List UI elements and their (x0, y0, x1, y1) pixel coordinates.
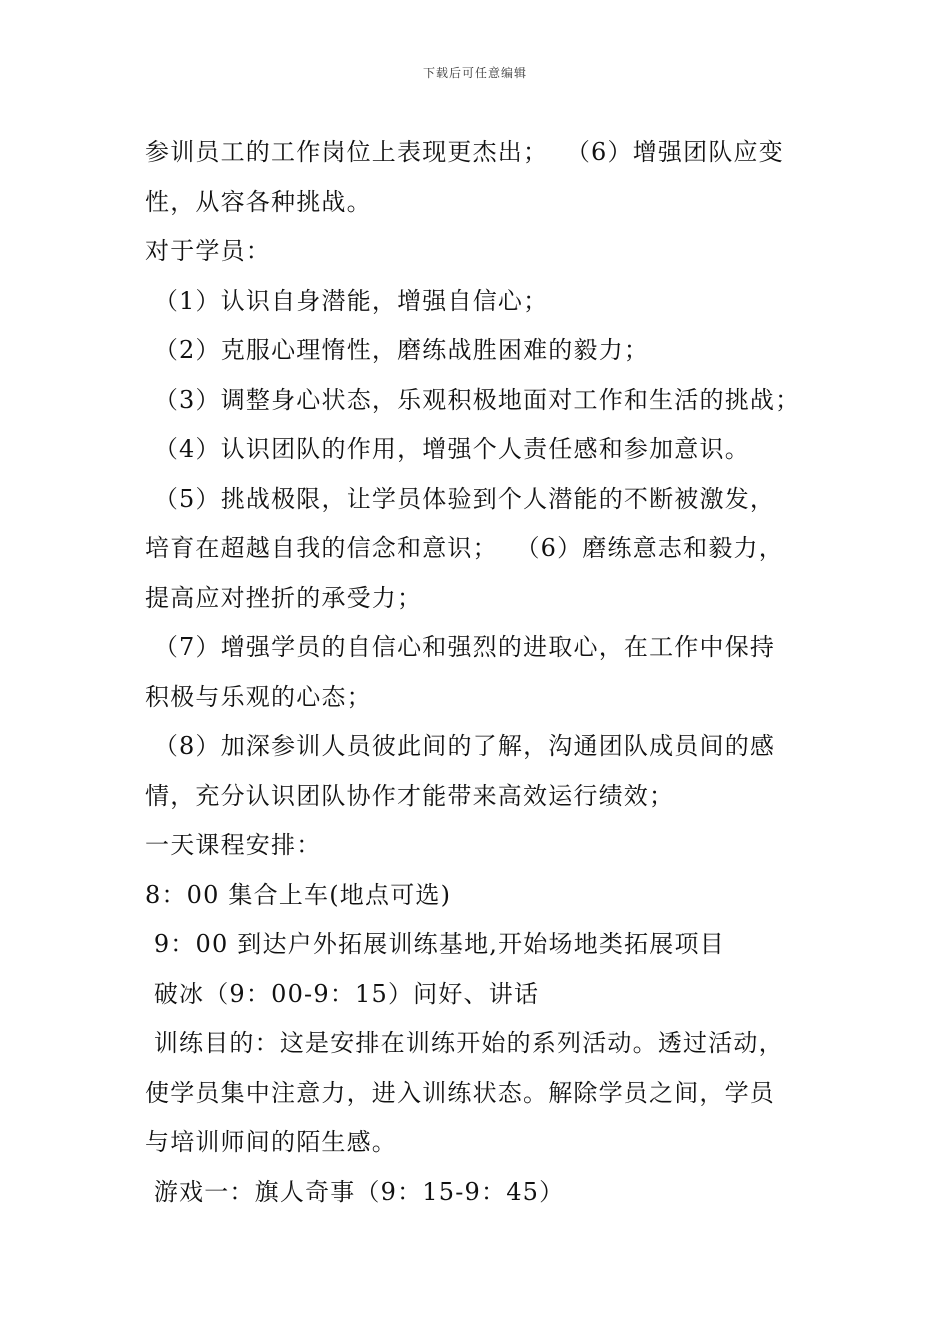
schedule-item: 9：00 到达户外拓展训练基地,开始场地类拓展项目 (145, 930, 725, 958)
document-body (145, 128, 825, 1217)
text-line: 培育在超越自我的信念和意识； （6）磨练意志和毅力， (145, 534, 784, 562)
list-item: （2）克服心理惰性，磨练战胜困难的毅力； (145, 336, 650, 364)
text-line: 性，从容各种挑战。 (145, 187, 372, 216)
list-item: （5）挑战极限，让学员体验到个人潜能的不断被激发， (145, 484, 776, 513)
schedule-item: 游戏一：旗人奇事（9：15-9：45） (145, 1177, 565, 1206)
schedule-item: 破冰（9：00-9：15）问好、讲话 (145, 979, 540, 1008)
text-line: 使学员集中注意力，进入训练状态。解除学员之间，学员 (145, 1078, 775, 1107)
text-line: 情，充分认识团队协作才能带来高效运行绩效； (145, 781, 675, 810)
list-item: （1）认识自身潜能，增强自信心； (145, 286, 549, 315)
section-heading: 一天课程安排： (145, 831, 322, 859)
text-line: 与培训师间的陌生感。 (145, 1128, 397, 1156)
list-item: （4）认识团队的作用，增强个人责任感和参加意识。 (145, 435, 750, 463)
list-item: （7）增强学员的自信心和强烈的进取心，在工作中保持 (145, 633, 776, 661)
text-line: 提高应对挫折的承受力； (145, 583, 423, 612)
list-item: （3）调整身心状态，乐观积极地面对工作和生活的挑战； (145, 385, 801, 414)
text-line: 训练目的：这是安排在训练开始的系列活动。透过活动， (145, 1029, 784, 1057)
text-line: 积极与乐观的心态； (145, 682, 372, 711)
section-heading: 对于学员： (145, 237, 271, 265)
schedule-item: 8：00 集合上车(地点可选) (145, 880, 452, 909)
text-line: 参训员工的工作岗位上表现更杰出； （6）增强团队应变 (145, 138, 784, 166)
list-item: （8）加深参训人员彼此间的了解，沟通团队成员间的感 (145, 732, 776, 760)
page-header: 下载后可任意编辑 (422, 66, 527, 80)
